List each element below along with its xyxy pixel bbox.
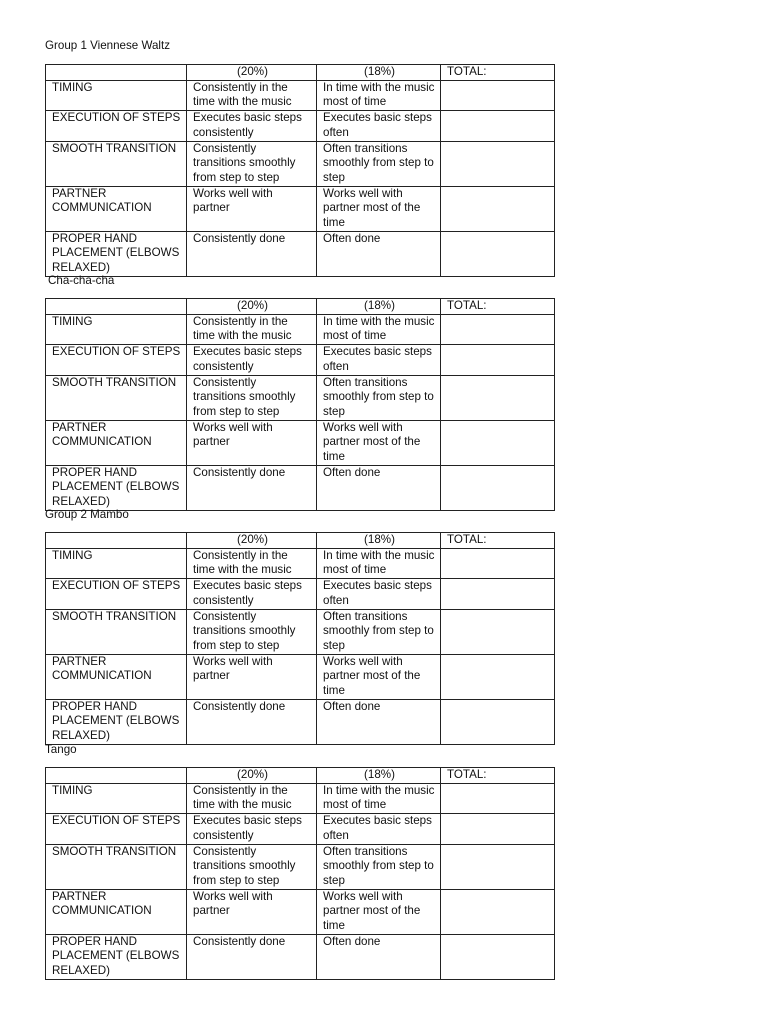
total-cell	[441, 699, 555, 744]
total-cell	[441, 141, 555, 186]
criterion-level-18: Executes basic steps often	[317, 345, 441, 375]
total-cell	[441, 314, 555, 344]
table-row	[46, 345, 555, 375]
header-blank-cell	[46, 65, 187, 81]
total-cell	[441, 375, 555, 420]
total-cell	[441, 465, 555, 510]
table-row	[46, 186, 555, 231]
criterion-name: EXECUTION OF STEPS	[46, 579, 187, 609]
criterion-level-18: Often done	[317, 934, 441, 979]
section-title: Tango	[45, 743, 77, 756]
total-cell	[441, 579, 555, 609]
table-row	[46, 231, 555, 276]
criterion-level-18: Often done	[317, 231, 441, 276]
header-row	[46, 533, 555, 549]
criterion-level-18: In time with the music most of time	[317, 783, 441, 813]
criterion-level-20: Consistently in the time with the music	[187, 314, 317, 344]
criterion-name: TIMING	[46, 80, 187, 110]
table-row	[46, 654, 555, 699]
total-cell	[441, 844, 555, 889]
criterion-name: PARTNER COMMUNICATION	[46, 889, 187, 934]
header-level-20: (20%)	[187, 65, 317, 81]
criterion-level-18: Works well with partner most of the time	[317, 186, 441, 231]
criterion-name: PROPER HAND PLACEMENT (ELBOWS RELAXED)	[46, 465, 187, 510]
criterion-level-20: Executes basic steps consistently	[187, 345, 317, 375]
criterion-name: SMOOTH TRANSITION	[46, 375, 187, 420]
criterion-name: EXECUTION OF STEPS	[46, 814, 187, 844]
header-level-18: (18%)	[317, 768, 441, 784]
total-cell	[441, 111, 555, 141]
criterion-name: TIMING	[46, 783, 187, 813]
criterion-level-20: Consistently in the time with the music	[187, 548, 317, 578]
criterion-name: PROPER HAND PLACEMENT (ELBOWS RELAXED)	[46, 231, 187, 276]
header-level-20: (20%)	[187, 533, 317, 549]
criterion-level-18: Works well with partner most of the time	[317, 889, 441, 934]
header-level-18: (18%)	[317, 65, 441, 81]
table-row	[46, 375, 555, 420]
criterion-level-20: Consistently done	[187, 934, 317, 979]
total-cell	[441, 345, 555, 375]
criterion-level-18: Often done	[317, 465, 441, 510]
header-row	[46, 65, 555, 81]
section-title: Group 1 Viennese Waltz	[45, 39, 171, 52]
table-row	[46, 783, 555, 813]
table-row	[46, 548, 555, 578]
total-cell	[441, 934, 555, 979]
criterion-name: SMOOTH TRANSITION	[46, 609, 187, 654]
criterion-level-20: Consistently transitions smoothly from step to step	[187, 141, 317, 186]
criterion-level-18: Often transitions smoothly from step to step	[317, 375, 441, 420]
criterion-name: PROPER HAND PLACEMENT (ELBOWS RELAXED)	[46, 934, 187, 979]
rubric-table	[45, 532, 555, 745]
table-row	[46, 844, 555, 889]
criterion-name: PARTNER COMMUNICATION	[46, 420, 187, 465]
table-row	[46, 314, 555, 344]
criterion-level-20: Consistently transitions smoothly from step to step	[187, 609, 317, 654]
header-level-20: (20%)	[187, 768, 317, 784]
criterion-name: EXECUTION OF STEPS	[46, 345, 187, 375]
criterion-name: TIMING	[46, 548, 187, 578]
criterion-level-18: In time with the music most of time	[317, 314, 441, 344]
criterion-level-20: Consistently done	[187, 465, 317, 510]
table-row	[46, 465, 555, 510]
criterion-level-18: Executes basic steps often	[317, 579, 441, 609]
table-row	[46, 141, 555, 186]
criterion-level-18: Executes basic steps often	[317, 111, 441, 141]
header-level-20: (20%)	[187, 299, 317, 315]
total-cell	[441, 80, 555, 110]
section-title: Group 2 Mambo	[45, 508, 129, 521]
table-row	[46, 934, 555, 979]
criterion-level-20: Works well with partner	[187, 889, 317, 934]
header-total: TOTAL:	[441, 299, 555, 315]
criterion-level-20: Consistently transitions smoothly from step to step	[187, 375, 317, 420]
total-cell	[441, 186, 555, 231]
criterion-name: PARTNER COMMUNICATION	[46, 186, 187, 231]
total-cell	[441, 783, 555, 813]
header-total: TOTAL:	[441, 65, 555, 81]
criterion-level-20: Consistently in the time with the music	[187, 783, 317, 813]
table-row	[46, 579, 555, 609]
criterion-level-18: In time with the music most of time	[317, 548, 441, 578]
criterion-name: TIMING	[46, 314, 187, 344]
criterion-level-18: Often transitions smoothly from step to step	[317, 609, 441, 654]
criterion-level-18: In time with the music most of time	[317, 80, 441, 110]
total-cell	[441, 654, 555, 699]
criterion-level-18: Often transitions smoothly from step to step	[317, 141, 441, 186]
rubric-table	[45, 767, 555, 980]
criterion-level-20: Works well with partner	[187, 420, 317, 465]
criterion-level-18: Executes basic steps often	[317, 814, 441, 844]
section-title: Cha-cha-cha	[48, 274, 115, 287]
criterion-level-18: Works well with partner most of the time	[317, 654, 441, 699]
total-cell	[441, 231, 555, 276]
criterion-level-20: Works well with partner	[187, 654, 317, 699]
criterion-level-20: Works well with partner	[187, 186, 317, 231]
header-blank-cell	[46, 299, 187, 315]
criterion-level-20: Consistently done	[187, 231, 317, 276]
criterion-level-20: Executes basic steps consistently	[187, 111, 317, 141]
total-cell	[441, 814, 555, 844]
criterion-level-20: Consistently in the time with the music	[187, 80, 317, 110]
table-row	[46, 814, 555, 844]
criterion-name: EXECUTION OF STEPS	[46, 111, 187, 141]
criterion-level-18: Often done	[317, 699, 441, 744]
header-blank-cell	[46, 533, 187, 549]
table-row	[46, 889, 555, 934]
rubric-table	[45, 298, 555, 511]
table-row	[46, 420, 555, 465]
criterion-level-20: Executes basic steps consistently	[187, 579, 317, 609]
header-row	[46, 768, 555, 784]
criterion-level-18: Works well with partner most of the time	[317, 420, 441, 465]
table-row	[46, 80, 555, 110]
header-row	[46, 299, 555, 315]
criterion-level-20: Consistently transitions smoothly from step to step	[187, 844, 317, 889]
header-total: TOTAL:	[441, 533, 555, 549]
table-row	[46, 699, 555, 744]
criterion-level-20: Executes basic steps consistently	[187, 814, 317, 844]
total-cell	[441, 548, 555, 578]
total-cell	[441, 420, 555, 465]
criterion-name: PARTNER COMMUNICATION	[46, 654, 187, 699]
header-level-18: (18%)	[317, 533, 441, 549]
header-level-18: (18%)	[317, 299, 441, 315]
criterion-name: SMOOTH TRANSITION	[46, 141, 187, 186]
criterion-name: PROPER HAND PLACEMENT (ELBOWS RELAXED)	[46, 699, 187, 744]
criterion-name: SMOOTH TRANSITION	[46, 844, 187, 889]
table-row	[46, 111, 555, 141]
header-blank-cell	[46, 768, 187, 784]
total-cell	[441, 889, 555, 934]
total-cell	[441, 609, 555, 654]
table-row	[46, 609, 555, 654]
criterion-level-20: Consistently done	[187, 699, 317, 744]
rubric-table	[45, 64, 555, 277]
header-total: TOTAL:	[441, 768, 555, 784]
criterion-level-18: Often transitions smoothly from step to step	[317, 844, 441, 889]
